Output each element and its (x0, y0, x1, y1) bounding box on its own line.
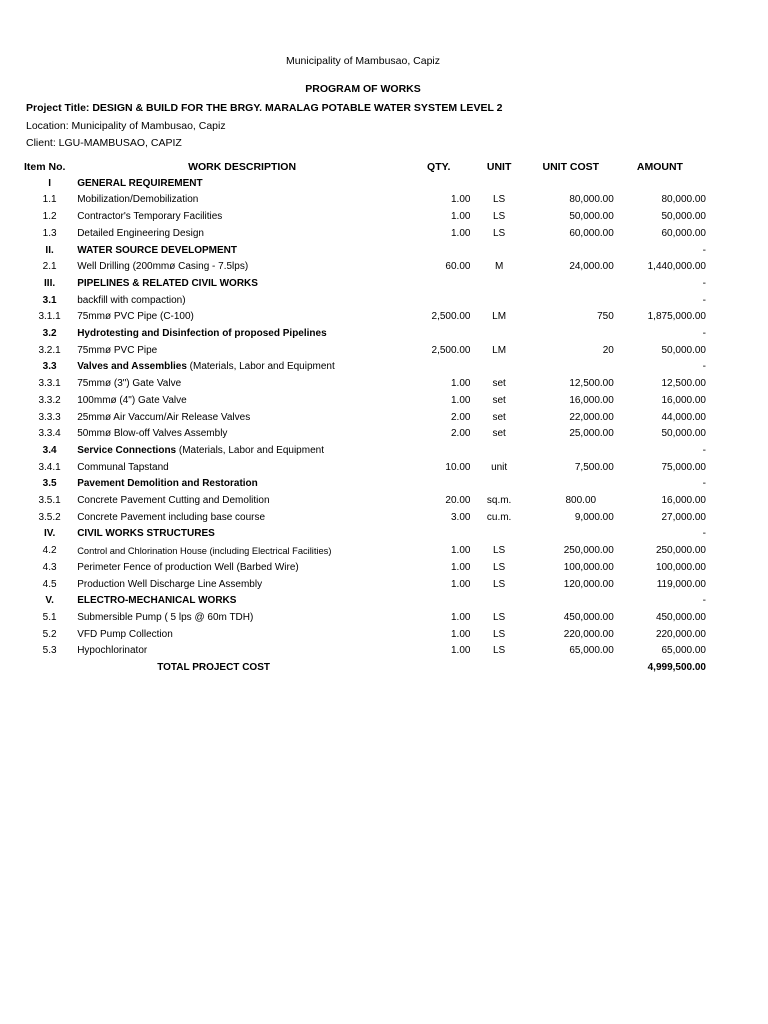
unit-cost-cell: 250,000.00 (563, 545, 614, 557)
unit-cost-cell: 120,000.00 (563, 578, 614, 590)
quantity-cell: 2.00 (450, 428, 471, 440)
item-number-cell: 1.2 (42, 211, 57, 223)
amount-cell: - (702, 444, 706, 456)
item-number-cell: II. (45, 244, 54, 256)
quantity-cell: 2.00 (450, 411, 471, 423)
unit-cost-cell: 800.00 (565, 495, 597, 507)
quantity-cell (407, 176, 470, 193)
unit-cost-cell: 450,000.00 (563, 611, 614, 623)
amount-cell: 220,000.00 (655, 628, 706, 640)
work-description-cell (75, 526, 407, 543)
unit-cost-cell (528, 326, 614, 343)
section-row (24, 476, 706, 493)
quantity-cell (407, 243, 470, 260)
item-number-cell: 1.1 (42, 194, 57, 206)
work-description-text: 75mmø (3") Gate Valve (77, 378, 182, 390)
column-header-item: Item No. (24, 161, 66, 173)
work-description-cell (75, 259, 407, 276)
amount-cell: 65,000.00 (661, 645, 706, 657)
work-description-text: 50mmø Blow-off Valves Assembly (77, 428, 228, 440)
table-row (24, 426, 706, 443)
work-description-cell (75, 176, 407, 193)
work-description-text: 100mmø (4") Gate Valve (77, 394, 187, 406)
section-row (24, 243, 706, 260)
unit-cell (470, 526, 527, 543)
amount-cell: 50,000.00 (661, 428, 706, 440)
section-row (24, 276, 706, 293)
work-description-cell (75, 510, 407, 527)
work-description-cell (75, 359, 407, 376)
work-description-cell (75, 593, 407, 610)
unit-cost-cell (528, 443, 614, 460)
quantity-cell (407, 443, 470, 460)
item-number-cell: 3.1 (42, 294, 57, 306)
amount-cell: 75,000.00 (661, 461, 706, 473)
item-number-cell: 3.3.1 (38, 378, 61, 390)
unit-cell: set (492, 428, 506, 440)
work-description-note: (Materials, Labor and Equipment (176, 444, 324, 456)
amount-cell: 16,000.00 (661, 394, 706, 406)
work-description-text: Production Well Discharge Line Assembly (77, 578, 263, 590)
table-row (24, 309, 706, 326)
amount-cell: 44,000.00 (661, 411, 706, 423)
amount-cell: - (702, 277, 706, 289)
table-row (24, 293, 706, 310)
unit-cell: LS (493, 211, 506, 223)
work-description-cell (75, 627, 407, 644)
quantity-cell: 1.00 (450, 227, 471, 239)
amount-cell: 16,000.00 (661, 495, 706, 507)
item-number-cell: 5.1 (42, 611, 57, 623)
unit-cell (470, 326, 527, 343)
work-description-cell (75, 293, 407, 310)
work-description-cell (75, 309, 407, 326)
table-row (24, 610, 706, 627)
section-row (24, 443, 706, 460)
unit-cost-cell: 65,000.00 (569, 645, 614, 657)
quantity-cell: 10.00 (445, 461, 471, 473)
amount-cell: 50,000.00 (661, 211, 706, 223)
unit-cell: LM (492, 344, 507, 356)
work-description-cell (75, 577, 407, 594)
work-description-cell (75, 543, 407, 560)
amount-cell: 60,000.00 (661, 227, 706, 239)
table-row (24, 627, 706, 644)
work-description-cell (75, 443, 407, 460)
unit-cell: sq.m. (486, 495, 512, 507)
section-row (24, 326, 706, 343)
work-description-text: Detailed Engineering Design (77, 227, 204, 239)
item-number-cell: 3.4.1 (38, 461, 61, 473)
item-number-cell: IV. (43, 528, 56, 540)
unit-cost-cell: 60,000.00 (569, 227, 614, 239)
unit-cell: LS (493, 645, 506, 657)
unit-cost-cell (528, 243, 614, 260)
item-number-cell: I (48, 177, 51, 189)
work-description-cell (75, 393, 407, 410)
total-item-cell (24, 660, 75, 677)
item-number-cell: 1.3 (42, 227, 57, 239)
column-header-amount: AMOUNT (636, 161, 683, 173)
unit-cell: set (492, 378, 506, 390)
amount-cell: 1,875,000.00 (647, 311, 706, 323)
item-number-cell: V. (45, 595, 54, 607)
quantity-cell (407, 526, 470, 543)
unit-cell: LM (492, 311, 507, 323)
unit-cost-cell (528, 359, 614, 376)
item-number-cell: 3.3.3 (38, 411, 61, 423)
amount-cell: 12,500.00 (661, 378, 706, 390)
table-row (24, 343, 706, 360)
work-description-text: CIVIL WORKS STRUCTURES (77, 528, 215, 540)
section-row (24, 176, 706, 193)
item-number-cell: 3.3.4 (38, 428, 61, 440)
table-header-row (24, 159, 706, 176)
work-description-cell (75, 276, 407, 293)
quantity-cell (407, 293, 470, 310)
unit-cost-cell (528, 276, 614, 293)
work-description-text: 75mmø PVC Pipe (C-100) (77, 311, 194, 323)
amount-cell: 119,000.00 (656, 578, 706, 590)
work-description-text: Perimeter Fence of production Well (Barbed Wire) (77, 561, 299, 573)
item-number-cell: 3.2.1 (38, 344, 61, 356)
table-row (24, 493, 706, 510)
work-description-text: PIPELINES & RELATED CIVIL WORKS (77, 277, 258, 289)
table-row (24, 577, 706, 594)
total-row (24, 660, 706, 677)
unit-cost-cell: 220,000.00 (563, 628, 614, 640)
section-row (24, 526, 706, 543)
unit-cost-cell (528, 476, 614, 493)
section-row (24, 593, 706, 610)
work-description-cell (75, 610, 407, 627)
work-description-cell (75, 476, 407, 493)
quantity-cell: 20.00 (445, 495, 471, 507)
quantity-cell (407, 276, 470, 293)
work-description-cell (75, 226, 407, 243)
quantity-cell (407, 326, 470, 343)
unit-cell: LS (493, 561, 506, 573)
quantity-cell: 1.00 (450, 628, 471, 640)
amount-cell: - (702, 361, 706, 373)
work-description-cell (75, 560, 407, 577)
table-row (24, 510, 706, 527)
amount-cell: 27,000.00 (661, 511, 706, 523)
unit-cost-cell (528, 293, 614, 310)
unit-cost-cell (528, 176, 614, 193)
table-row (24, 259, 706, 276)
work-description-cell (75, 460, 407, 477)
work-description-text: Communal Tapstand (77, 461, 169, 473)
item-number-cell: 3.4 (42, 444, 57, 456)
unit-cell: set (492, 411, 506, 423)
quantity-cell (407, 476, 470, 493)
work-description-text: Concrete Pavement Cutting and Demolition (77, 495, 270, 507)
work-description-text: backfill with compaction) (77, 294, 186, 306)
work-description-text: Hydrotesting and Disinfection of proposed Pipelines (77, 328, 327, 340)
total-unit-cell (470, 660, 527, 677)
amount-cell: 450,000.00 (655, 611, 706, 623)
amount-cell: - (702, 294, 706, 306)
item-number-cell: 3.1.1 (38, 311, 61, 323)
unit-cost-cell: 750 (597, 311, 614, 323)
total-cost-cell (528, 660, 614, 677)
quantity-cell: 1.00 (450, 578, 471, 590)
item-number-cell: 3.5 (42, 478, 57, 490)
project-title: Project Title: DESIGN & BUILD FOR THE BRGY. MARALAG POTABLE WATER SYSTEM LEVEL 2 (26, 102, 503, 114)
work-description-text: Mobilization/Demobilization (77, 194, 199, 206)
unit-cell: unit (491, 461, 508, 473)
work-description-cell (75, 326, 407, 343)
work-description-text: Concrete Pavement including base course (77, 511, 266, 523)
unit-cell (470, 476, 527, 493)
work-description-text: Hypochlorinator (77, 645, 148, 657)
section-row (24, 359, 706, 376)
unit-cost-cell: 50,000.00 (569, 211, 614, 223)
unit-cost-cell: 20 (602, 344, 614, 356)
amount-cell: 250,000.00 (655, 545, 706, 557)
work-description-cell (75, 410, 407, 427)
item-number-cell: 2.1 (42, 261, 57, 273)
column-header-unit-cost: UNIT COST (542, 161, 600, 173)
unit-cell: cu.m. (486, 511, 512, 523)
amount-cell: - (702, 328, 706, 340)
table-row (24, 543, 706, 560)
table-row (24, 192, 706, 209)
item-number-cell: 5.2 (42, 628, 57, 640)
work-description-text: 75mmø PVC Pipe (77, 344, 158, 356)
amount-cell (614, 176, 706, 193)
amount-cell: - (702, 528, 706, 540)
item-number-cell: 3.5.1 (38, 495, 61, 507)
amount-cell: 80,000.00 (661, 194, 706, 206)
work-description-text: 25mmø Air Vaccum/Air Release Valves (77, 411, 251, 423)
work-description-text: WATER SOURCE DEVELOPMENT (77, 244, 238, 256)
work-description-text: Pavement Demolition and Restoration (77, 478, 258, 490)
table-row (24, 410, 706, 427)
column-header-unit: UNIT (486, 161, 512, 173)
quantity-cell: 1.00 (450, 211, 471, 223)
quantity-cell: 1.00 (450, 645, 471, 657)
work-description-text: ELECTRO-MECHANICAL WORKS (77, 595, 237, 607)
item-number-cell: III. (44, 277, 56, 289)
work-description-cell (75, 493, 407, 510)
unit-cell: LS (493, 227, 506, 239)
amount-cell: 1,440,000.00 (647, 261, 706, 273)
item-number-cell: 3.3 (42, 361, 57, 373)
unit-cost-cell: 22,000.00 (569, 411, 614, 423)
unit-cell: LS (493, 611, 506, 623)
amount-cell: - (702, 478, 706, 490)
quantity-cell (407, 593, 470, 610)
location-line: Location: Municipality of Mambusao, Capiz (26, 120, 226, 132)
quantity-cell: 1.00 (450, 378, 471, 390)
municipality-heading: Municipality of Mambusao, Capiz (285, 55, 441, 67)
unit-cell: LS (493, 545, 506, 557)
program-of-works-table (24, 159, 706, 677)
item-number-cell: 3.3.2 (38, 394, 61, 406)
quantity-cell: 2,500.00 (431, 311, 471, 323)
table-row (24, 393, 706, 410)
unit-cell (470, 276, 527, 293)
quantity-cell: 1.00 (450, 394, 471, 406)
unit-cost-cell: 9,000.00 (574, 511, 614, 523)
quantity-cell (407, 359, 470, 376)
work-description-text: Control and Chlorination House (including Electrical Facilities) (77, 546, 332, 557)
unit-cost-cell: 80,000.00 (569, 194, 614, 206)
total-label: TOTAL PROJECT COST (157, 662, 270, 674)
table-row (24, 226, 706, 243)
document-title: PROGRAM OF WORKS (305, 83, 421, 95)
unit-cell (470, 443, 527, 460)
unit-cost-cell: 25,000.00 (569, 428, 614, 440)
client-line: Client: LGU-MAMBUSAO, CAPIZ (26, 137, 182, 149)
work-description-cell (75, 243, 407, 260)
unit-cell (470, 293, 527, 310)
unit-cell: set (492, 394, 506, 406)
quantity-cell: 60.00 (445, 261, 471, 273)
unit-cell (470, 176, 527, 193)
unit-cost-cell: 24,000.00 (569, 261, 614, 273)
table-row (24, 460, 706, 477)
work-description-cell (75, 426, 407, 443)
quantity-cell: 1.00 (450, 545, 471, 557)
work-description-note: (Materials, Labor and Equipment (186, 361, 335, 373)
unit-cell (470, 359, 527, 376)
unit-cell (470, 593, 527, 610)
unit-cost-cell (528, 526, 614, 543)
work-description-cell (75, 192, 407, 209)
work-description-cell (75, 376, 407, 393)
amount-cell: - (702, 595, 706, 607)
table-row (24, 376, 706, 393)
unit-cost-cell (528, 593, 614, 610)
item-number-cell: 4.3 (42, 561, 57, 573)
quantity-cell: 2,500.00 (431, 344, 471, 356)
item-number-cell: 3.2 (42, 328, 57, 340)
total-amount: 4,999,500.00 (647, 662, 706, 674)
item-number-cell: 4.2 (42, 545, 57, 557)
quantity-cell: 3.00 (450, 511, 471, 523)
item-number-cell: 5.3 (42, 645, 57, 657)
table-row (24, 209, 706, 226)
quantity-cell: 1.00 (450, 611, 471, 623)
amount-cell: 100,000.00 (655, 561, 706, 573)
total-qty-cell (407, 660, 470, 677)
table-row (24, 643, 706, 660)
work-description-text: Service Connections (77, 444, 177, 456)
unit-cell: LS (493, 578, 506, 590)
work-description-text: VFD Pump Collection (77, 628, 173, 640)
work-description-text: Well Drilling (200mmø Casing - 7.5lps) (77, 261, 249, 273)
table-row (24, 560, 706, 577)
work-description-text: Valves and Assemblies (77, 361, 187, 373)
unit-cell: M (494, 261, 504, 273)
unit-cell: LS (493, 194, 506, 206)
item-number-cell: 4.5 (42, 578, 57, 590)
work-description-text: Submersible Pump ( 5 lps @ 60m TDH) (77, 611, 254, 623)
unit-cell: LS (493, 628, 506, 640)
work-description-text: GENERAL REQUIREMENT (77, 177, 203, 189)
amount-cell: 50,000.00 (661, 344, 706, 356)
table-body (24, 176, 706, 660)
quantity-cell: 1.00 (450, 194, 471, 206)
work-description-text: Contractor's Temporary Facilities (77, 211, 223, 223)
column-header-description: WORK DESCRIPTION (188, 161, 297, 173)
unit-cost-cell: 12,500.00 (569, 378, 614, 390)
column-header-qty: QTY. (427, 161, 451, 173)
amount-cell: - (702, 244, 706, 256)
work-description-cell (75, 343, 407, 360)
unit-cell (470, 243, 527, 260)
unit-cost-cell: 7,500.00 (574, 461, 614, 473)
work-description-cell (75, 643, 407, 660)
unit-cost-cell: 100,000.00 (563, 561, 614, 573)
item-number-cell: 3.5.2 (38, 511, 61, 523)
work-description-cell (75, 209, 407, 226)
unit-cost-cell: 16,000.00 (569, 394, 614, 406)
quantity-cell: 1.00 (450, 561, 471, 573)
